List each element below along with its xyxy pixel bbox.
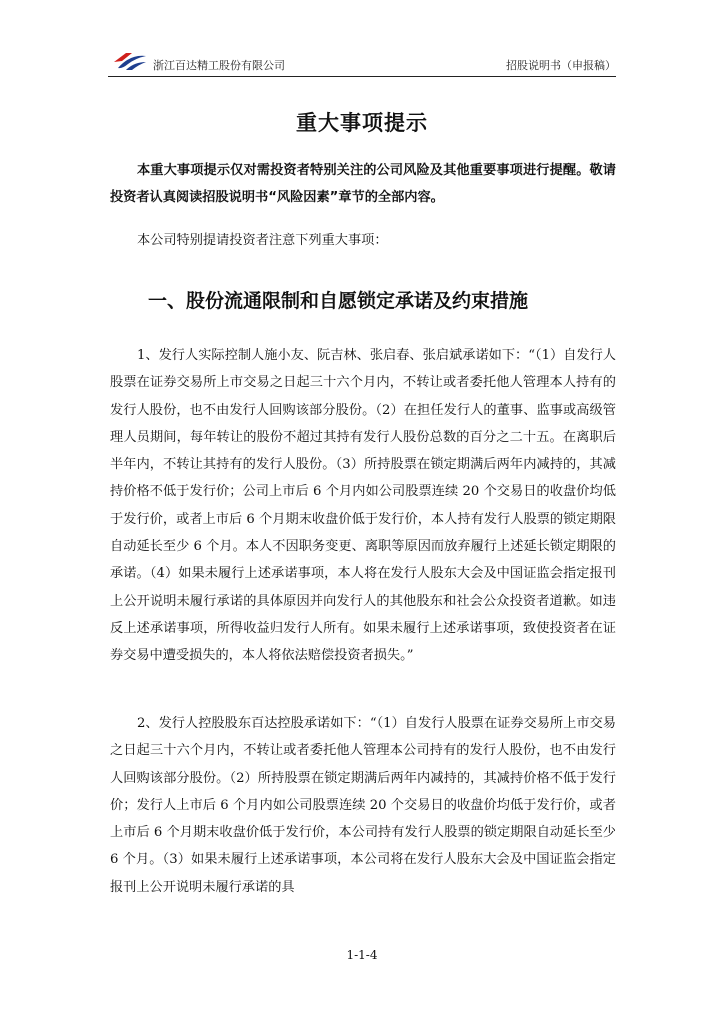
- commitment-paragraph-2: 2、发行人控股股东百达控股承诺如下：“（1）自发行人股票在证券交易所上市交易之日起三十六个月内，不转让或者委托他人管理本公司持有的发行人股份，也不由发行人回购该部分股份。（2）所持股票在锁定期满后两年内减持的，其减持价格不低于发行价；发行人上市后 6 个月内如公司股票连续 20 个交易日的收盘价均低于发行价，或者上市后 6 个月期末收盘价低于发行价，本公司持有发行人股票的锁定期限自动延长至少 6 个月。（3）如果未履行上述承诺事项，本公司将在发行人股东大会及中国证监会指定报刊上公开说明未履行承诺的具: [110, 716, 616, 895]
- commitment-paragraph-1: 1、发行人实际控制人施小友、阮吉林、张启春、张启斌承诺如下：“（1）自发行人股票在证券交易所上市交易之日起三十六个月内，不转让或者委托他人管理本人持有的发行人股份，也不由发行人回购该部分股份。（2）在担任发行人的董事、监事或高级管理人员期间，每年转让的股份不超过其持有发行人股份总数的百分之二十五。在离职后半年内，不转让其持有的发行人股份。（3）所持股票在锁定期满后两年内减持的，其减持价格不低于发行价；公司上市后 6 个月内如公司股票连续 20 个交易日的收盘价均低于发行价，或者上市后 6 个月期末收盘价低于发行价，本人持有发行人股票的锁定期限自动延长至少 6 个月。本人不因职务变更、离职等原因而放弃履行上述延长锁定期限的承诺。（4）如果未履行上述承诺事项，本人将在发行人股东大会及中国证监会指定报刊上公开说明未履行承诺的具体原因并向发行人的其他股东和社会公众投资者道歉。如违反上述承诺事项，所得收益归发行人所有。如果未履行上述承诺事项，致使投资者在证券交易中遭受损失的，本人将依法赔偿投资者损失。”: [110, 348, 616, 664]
- company-logo-icon: [112, 50, 148, 72]
- section-heading: 一、股份流通限制和自愿锁定承诺及约束措施: [148, 290, 529, 312]
- intro-bold-paragraph: 本重大事项提示仅对需投资者特别关注的公司风险及其他重要事项进行提醒。敬请投资者认真阅读招股说明书“风险因素”章节的全部内容。: [110, 163, 616, 206]
- company-name: 浙江百达精工股份有限公司: [153, 59, 285, 72]
- page-header: [108, 50, 616, 77]
- page-title: 重大事项提示: [296, 111, 428, 135]
- document-type: 招股说明书（申报稿）: [506, 59, 616, 72]
- page-number: 1-1-4: [346, 948, 378, 962]
- intro-note: 本公司特别提请投资者注意下列重大事项：: [137, 233, 388, 248]
